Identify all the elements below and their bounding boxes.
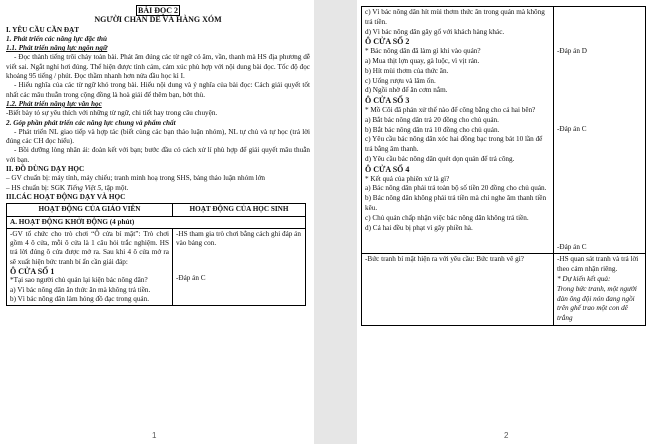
teacher-cell: -Bức tranh bí mật hiện ra với yêu cầu: Bức tranh vẽ gì? xyxy=(362,254,554,326)
student-cell: -Đáp án D -Đáp án C -Đáp án C xyxy=(554,7,646,254)
activities-table xyxy=(6,203,306,306)
student-cell: -HS quan sát tranh và trả lời theo cảm nhận riêng. * Dự kiến kết quả: Trong bức tranh, một người đàn ông đội nón đang ngồi trên ghế trao một con dê trắng xyxy=(554,254,646,326)
teacher-cell: c) Vì bác nông dân hít mùi thơm thức ăn trong quán mà không trả tiền. d) Vì bác nông dân gây gổ với khách hàng khác. Ô CỬA SỐ 2 * Bác nông dân đã làm gì khi vào quán? a) Mua thịt lợn quay, gà luộc, vì vịt rán. b) Hít mùi thơm của thức ăn. c) Uống rượu và lâm ốn. d) Ngồi nhờ để ăn cơm nắm. Ô CỬA SỐ 3 * Mồ Côi đã phán xử thế nào để công bằng cho cả hai bên? a) Bắt bác nông dân trả 20 đồng cho chủ quán. b) Bắt bác nông dân trả 10 đồng cho chủ quán. c) Yêu cầu bác nông dân xóc hai đồng bạc trong bát 10 lần để trả bằng âm thanh. d) Yêu cầu bác nông dân quét dọn quán để trả công. Ô CỬA SỐ 4 * Kết quả của phiên xử là gì? a) Bác nông dân phải trả toàn bộ số tiền 20 đồng cho chủ quán. b) Bác nông dân không phải trả tiền mà chỉ nghe âm thanh tiền kêu. c) Chủ quán chấp nhận việc bác nông dân không trả tiền. d) Cả hai đều bị phạt vì gây phiền hà. xyxy=(362,7,554,254)
subheading-1-2: 1.2. Phát triển năng lực văn học xyxy=(6,99,102,108)
paragraph: - Phát triển NL giao tiếp và hợp tác (biết cùng các bạn thảo luận nhóm), NL tự chủ và tự học (trả lời đúng các CH đọc hiểu). xyxy=(6,127,310,146)
lesson-subtitle: NGƯỜI CHĂN DÊ VÀ HÀNG XÓM xyxy=(94,15,222,25)
activities-table-continued xyxy=(361,6,646,326)
section-heading-1: I. YÊU CẦU CẦN ĐẠT xyxy=(6,25,80,34)
paragraph: - Hiểu nghĩa của các từ ngữ khó trong bài. Hiểu nội dung và ý nghĩa của bài đọc: Cách giải quyết tốt nhất các mâu thuẫn trong cộng đồng là hoà giải để thêm bạn, bớt thù. xyxy=(6,81,310,99)
paragraph: – HS chuẩn bị: SGK Tiếng Việt 5, tập một. xyxy=(6,183,129,192)
subheading-1-1: 1.1. Phát triển năng lực ngôn ngữ xyxy=(6,44,108,53)
paragraph: - Đọc thành tiếng trôi chảy toàn bài. Phát âm đúng các từ ngữ có âm, vần, thanh mà HS địa phương dễ viết sai. Ngắt nghỉ hơi đúng. Thể hiện được tình cảm, cảm xúc phù hợp với nội dung bài đọc. Tốc độ đọc khoảng 95 tiếng / phút. Đọc thầm nhanh hơn nửa đầu học kì I. xyxy=(6,53,310,81)
teacher-cell: -GV tổ chức cho trò chơi “Ô cửa bí mật”: Trò chơi gồm 4 ô cửa, mỗi ô cửa là 1 câu hỏi trắc nghiệm. HS trả lời đúng ô cửa được mở ra. Sau khi 4 ô cửa mở ra sẽ xuất hiện bức tranh bí ẩn cần giải đáp: Ô CỬA SỐ 1 *Tại sao người chủ quán lại kiện bác nông dân? a) Vì bác nông dân ăn thức ăn mà không trả tiền. b) Vì bác nông dân làm hỏng đồ đạc trong quán. xyxy=(7,228,173,305)
page-1-content xyxy=(6,6,310,306)
page-number: 2 xyxy=(504,431,509,440)
subheading-1: 1. Phát triển các năng lực đặc thù xyxy=(6,34,107,43)
table-row xyxy=(362,7,646,254)
section-heading-2: II. ĐỒ DÙNG DẠY HỌC xyxy=(6,165,85,174)
column-header-student: HOẠT ĐỘNG CỦA HỌC SINH xyxy=(173,204,306,216)
paragraph: – GV chuẩn bị: máy tính, máy chiếu; tranh minh hoạ trong SHS, bảng thảo luận nhóm lớn xyxy=(6,174,265,183)
document-page-2 xyxy=(357,0,650,444)
paragraph: -Biết bày tỏ sự yêu thích với những từ ngữ, chi tiết hay trong câu chuyện. xyxy=(6,109,218,118)
table-row xyxy=(7,228,306,305)
subheading-2: 2. Góp phần phát triển các năng lực chung và phẩm chất xyxy=(6,118,176,127)
section-heading-3: III.CÁC HOẠT ĐỘNG DẠY VÀ HỌC xyxy=(6,192,126,201)
paragraph: - Bồi dưỡng lòng nhân ái: đoàn kết với bạn; bước đầu có cách xử lí phù hợp để giải quyết mâu thuẫn với bạn. xyxy=(6,146,310,164)
document-page-1 xyxy=(0,0,314,444)
lesson-title: BÀI ĐỌC 2 xyxy=(137,6,178,15)
activity-heading: A. HOẠT ĐỘNG KHỞI ĐỘNG (4 phút) xyxy=(7,216,306,228)
student-cell: -HS tham gia trò chơi bằng cách ghi đáp án vào bảng con. -Đáp án C xyxy=(173,228,306,305)
table-row xyxy=(362,254,646,326)
page-number: 1 xyxy=(152,431,157,440)
column-header-teacher: HOẠT ĐỘNG CỦA GIÁO VIÊN xyxy=(7,204,173,216)
